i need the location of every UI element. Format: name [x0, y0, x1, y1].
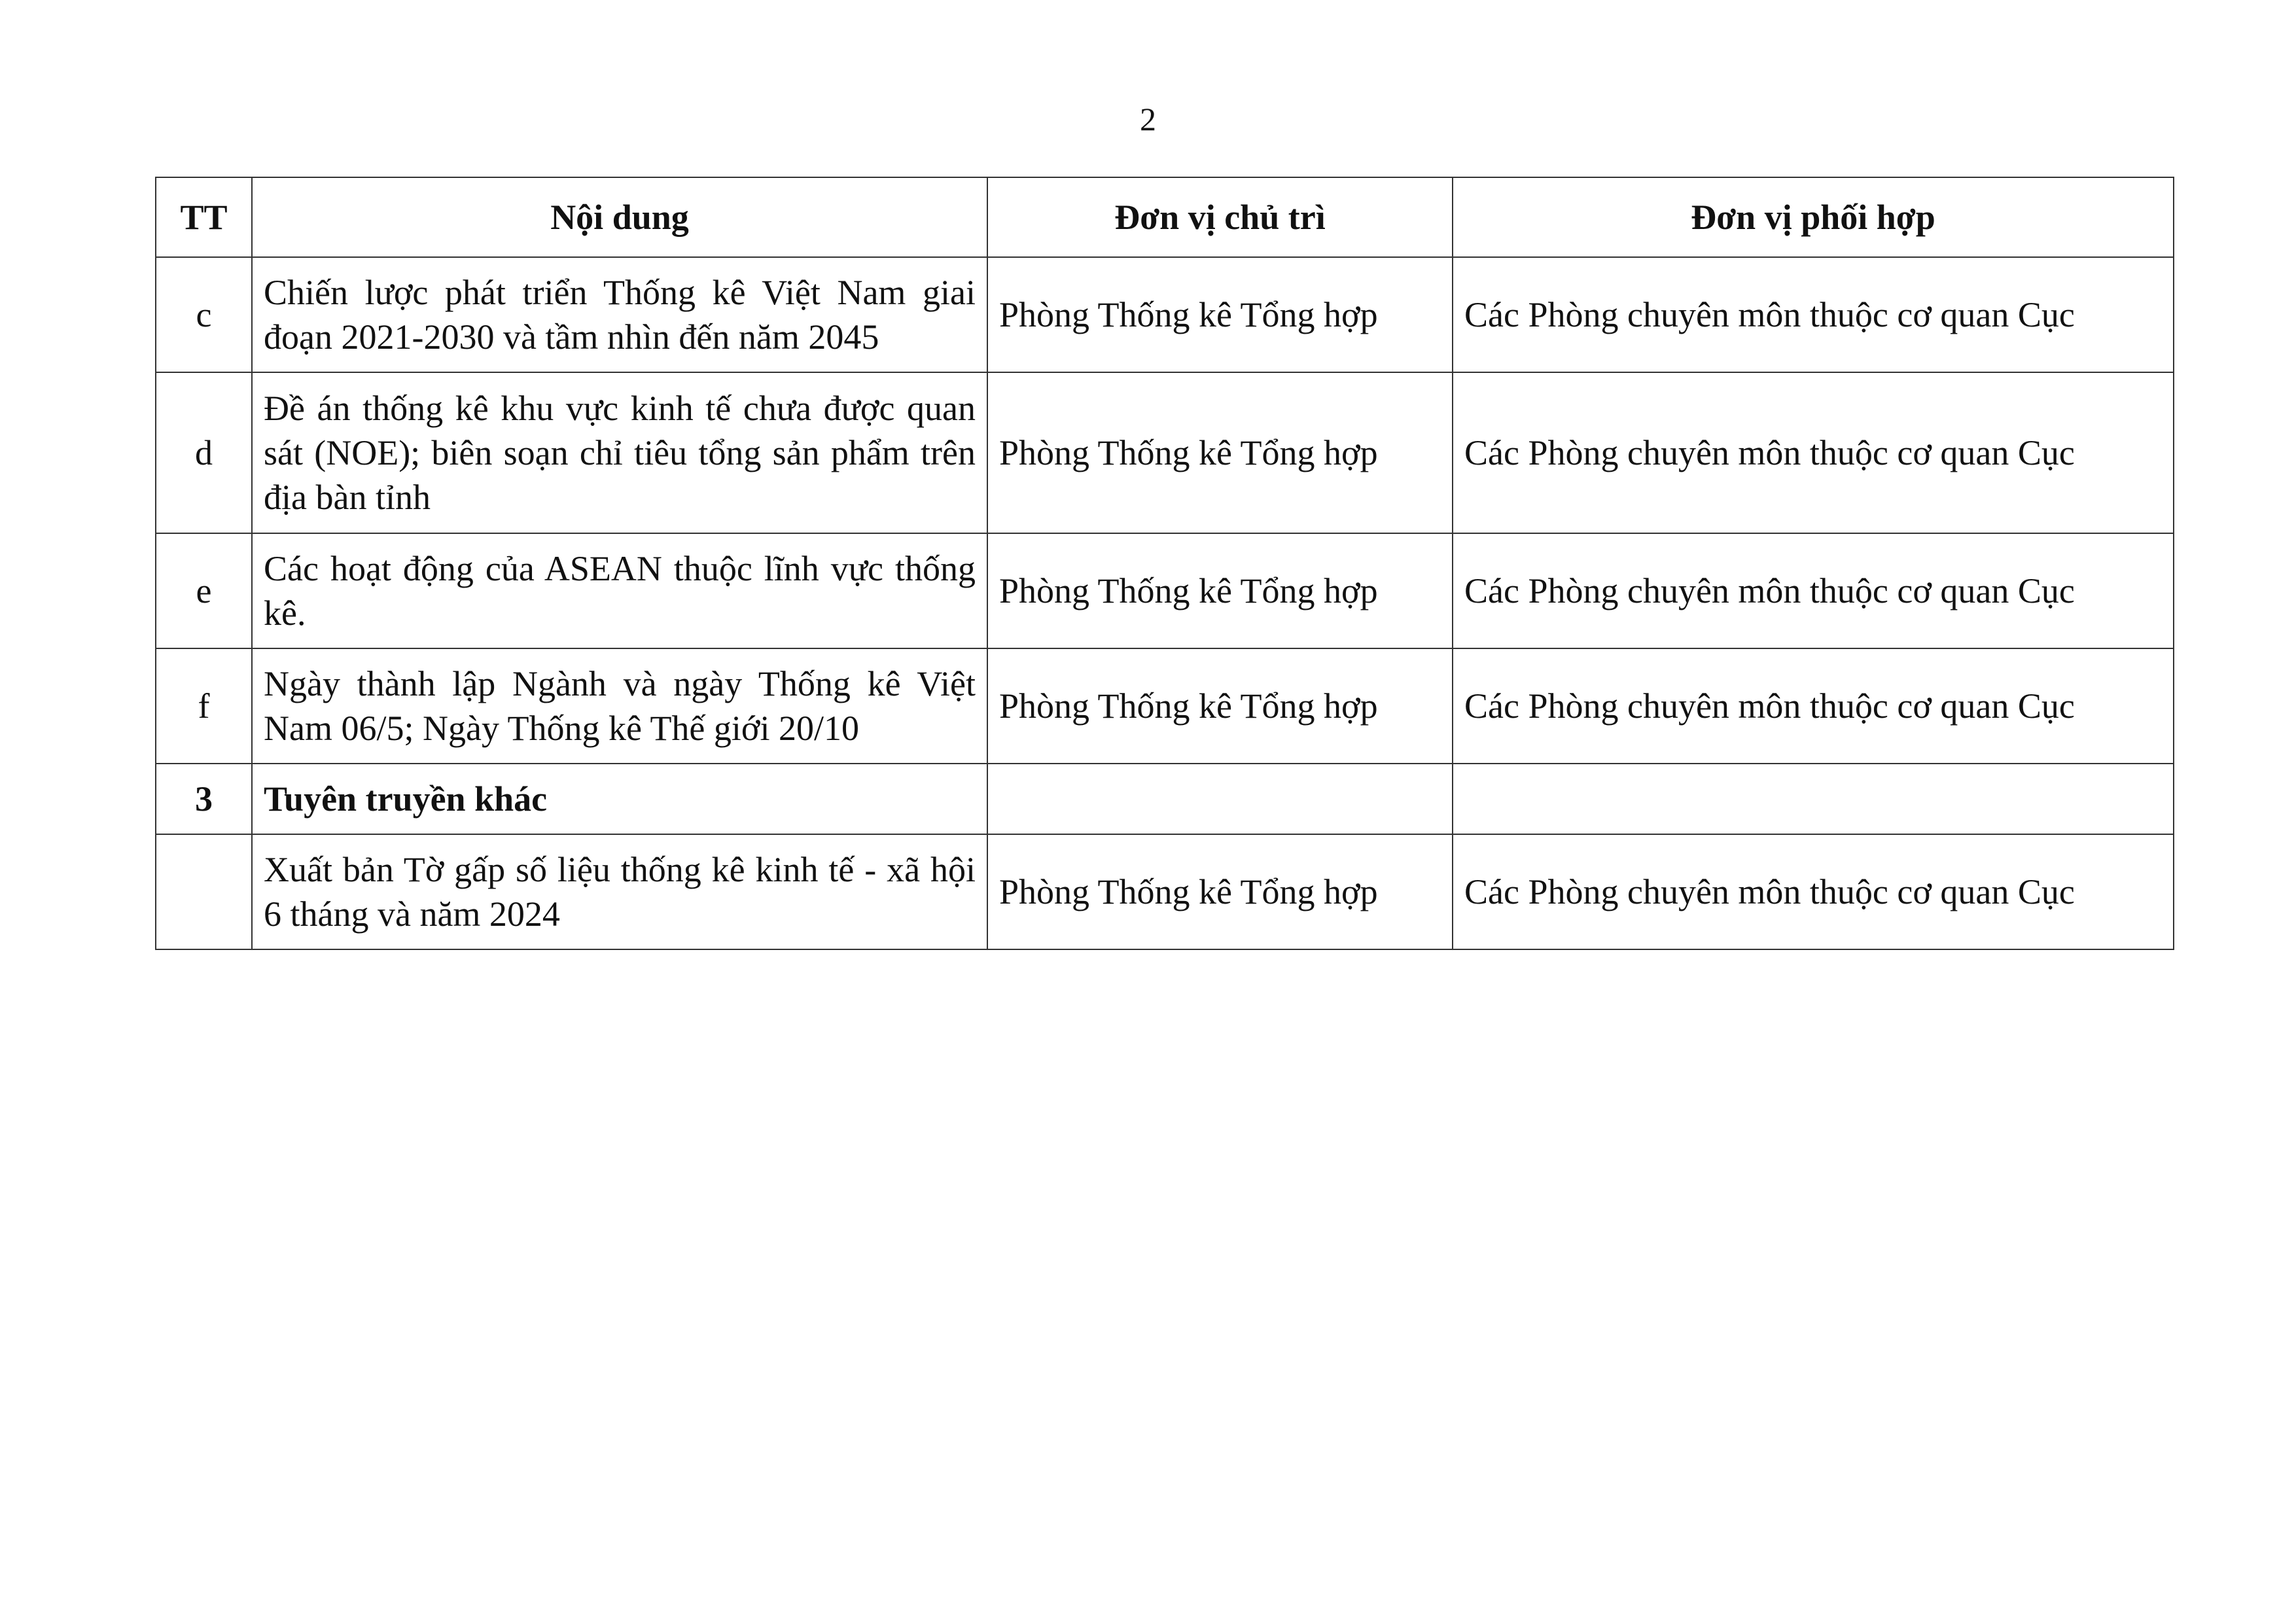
table-row: [156, 648, 2174, 764]
table-body: [156, 257, 2174, 949]
section-number: 3: [156, 764, 252, 834]
row-content: Các hoạt động của ASEAN thuộc lĩnh vực thống kê.: [252, 533, 987, 648]
row-content: Chiến lược phát triển Thống kê Việt Nam giai đoạn 2021-2030 và tầm nhìn đến năm 2045: [252, 257, 987, 372]
row-partner-unit: Các Phòng chuyên môn thuộc cơ quan Cục: [1453, 834, 2174, 949]
row-content: Xuất bản Tờ gấp số liệu thống kê kinh tế - xã hội 6 tháng và năm 2024: [252, 834, 987, 949]
row-host-unit: Phòng Thống kê Tổng hợp: [987, 834, 1453, 949]
row-host-unit: Phòng Thống kê Tổng hợp: [987, 257, 1453, 372]
section-row: [156, 764, 2174, 834]
header-partner-unit: Đơn vị phối hợp: [1453, 177, 2174, 257]
row-host-unit: Phòng Thống kê Tổng hợp: [987, 648, 1453, 764]
row-host-unit: Phòng Thống kê Tổng hợp: [987, 533, 1453, 648]
row-tt: f: [156, 648, 252, 764]
header-tt: TT: [156, 177, 252, 257]
table-row: [156, 372, 2174, 533]
row-tt: c: [156, 257, 252, 372]
table-row: [156, 834, 2174, 949]
row-partner-unit: Các Phòng chuyên môn thuộc cơ quan Cục: [1453, 257, 2174, 372]
header-row: [156, 177, 2174, 257]
row-partner-unit: Các Phòng chuyên môn thuộc cơ quan Cục: [1453, 372, 2174, 533]
plan-table: [155, 177, 2174, 950]
row-tt: [156, 834, 252, 949]
row-content: Ngày thành lập Ngành và ngày Thống kê Việt Nam 06/5; Ngày Thống kê Thế giới 20/10: [252, 648, 987, 764]
row-tt: e: [156, 533, 252, 648]
row-tt: d: [156, 372, 252, 533]
page-number: 2: [1140, 101, 1156, 137]
table-header: [156, 177, 2174, 257]
row-host-unit: [987, 764, 1453, 834]
row-partner-unit: Các Phòng chuyên môn thuộc cơ quan Cục: [1453, 648, 2174, 764]
table-row: [156, 533, 2174, 648]
row-host-unit: Phòng Thống kê Tổng hợp: [987, 372, 1453, 533]
section-title: Tuyên truyền khác: [252, 764, 987, 834]
row-partner-unit: Các Phòng chuyên môn thuộc cơ quan Cục: [1453, 533, 2174, 648]
row-partner-unit: [1453, 764, 2174, 834]
table-row: [156, 257, 2174, 372]
row-content: Đề án thống kê khu vực kinh tế chưa được quan sát (NOE); biên soạn chỉ tiêu tổng sản phẩm trên địa bàn tỉnh: [252, 372, 987, 533]
header-content: Nội dung: [252, 177, 987, 257]
header-host-unit: Đơn vị chủ trì: [987, 177, 1453, 257]
